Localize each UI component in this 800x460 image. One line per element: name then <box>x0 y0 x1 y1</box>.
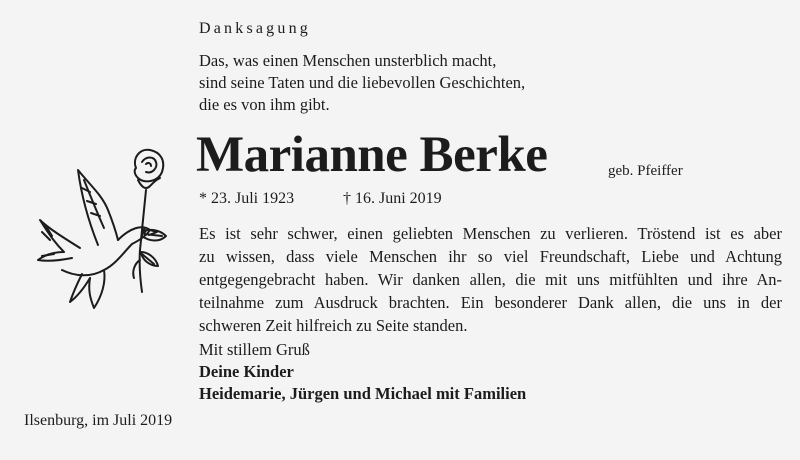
quote-line: sind seine Taten und die liebevollen Geschichten, <box>199 73 526 92</box>
thanks-text <box>199 222 782 337</box>
quote <box>199 50 525 116</box>
thanks-line: teilnahme zum Ausdruck brachten. Ein besonderer Dank allen, die uns in der <box>199 293 782 312</box>
quote-line: Das, was einen Menschen unsterblich macht, <box>199 51 497 70</box>
signer-children: Deine Kinder <box>199 362 294 381</box>
quote-line: die es von ihm gibt. <box>199 95 330 114</box>
thanks-line: entgegengebracht haben. Wir danken allen, die mit uns mitfühlten und ihre An- <box>199 270 782 289</box>
closing-greeting: Mit stillem Gruß <box>199 340 310 359</box>
thanks-line: schweren Zeit hilfreich zu Seite standen. <box>199 316 468 335</box>
deceased-name: Marianne Berke <box>196 127 548 183</box>
heading-danksagung: Danksagung <box>199 20 311 37</box>
thanks-line: zu wissen, dass viele Menschen ihr so viel Freundschaft, Liebe und Achtung <box>199 247 782 266</box>
death-date: † 16. Juni 2019 <box>343 190 442 207</box>
dove-with-rose-icon <box>20 140 190 320</box>
signer-families: Heidemarie, Jürgen und Michael mit Familien <box>199 384 527 403</box>
maiden-name: geb. Pfeiffer <box>608 163 683 179</box>
closing <box>199 339 526 405</box>
thanks-line: Es ist sehr schwer, einen geliebten Menschen zu verlieren. Tröstend ist es aber <box>199 224 782 243</box>
place-date: Ilsenburg, im Juli 2019 <box>24 412 173 429</box>
birth-date: * 23. Juli 1923 <box>199 190 295 207</box>
